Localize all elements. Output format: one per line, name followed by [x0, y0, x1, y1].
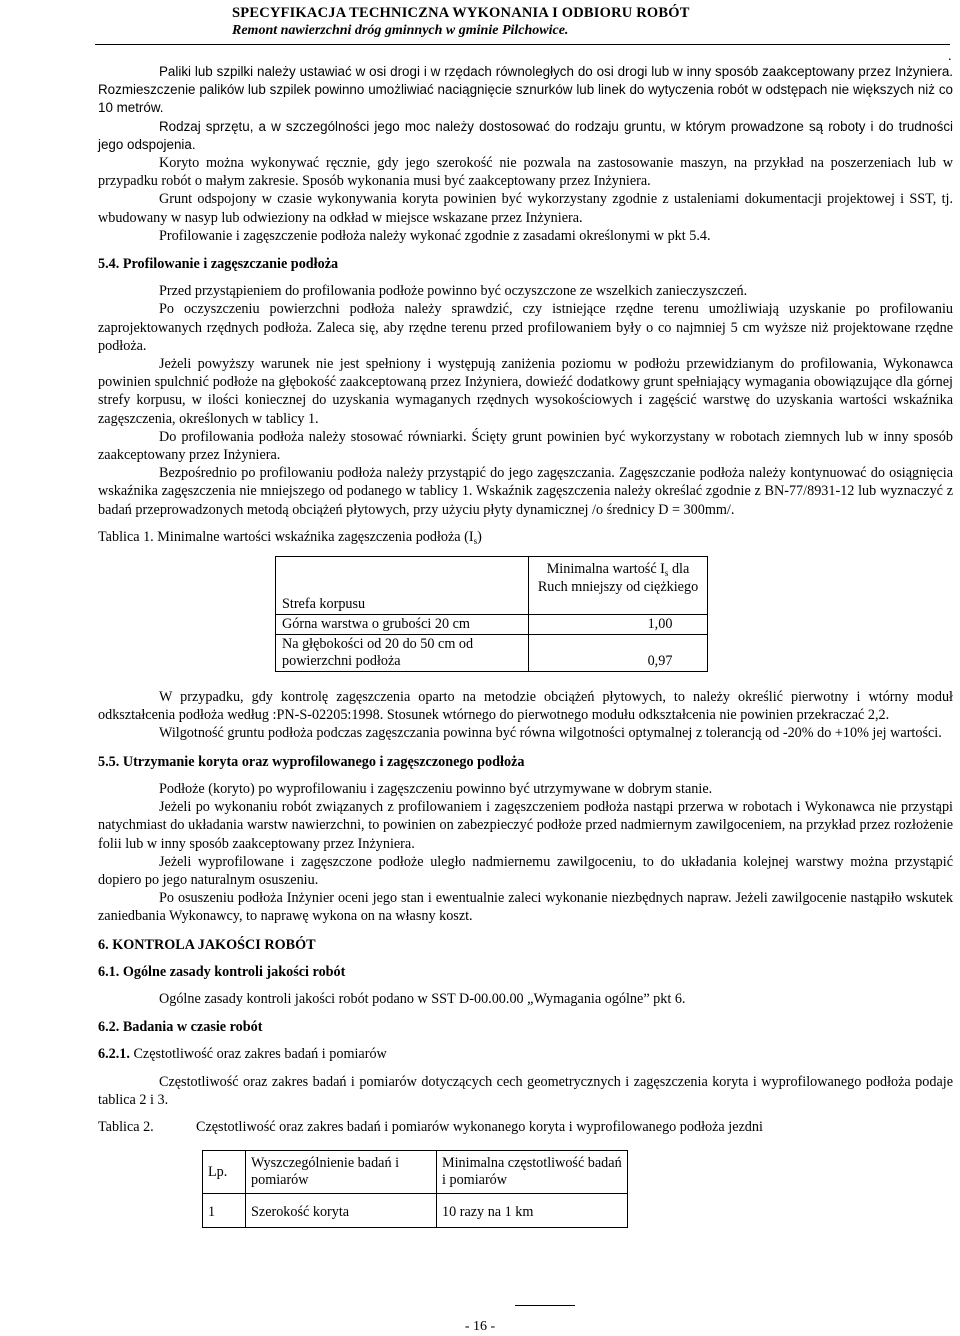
paragraph: Koryto można wykonywać ręcznie, gdy jego szerokość nie pozwala na zastosowanie maszyn, na przykład na poszerzeniach lub w przypadku robót o małym zakresie. Sposób wykonania musi być zaakceptowany przez Inżyniera.: [98, 155, 953, 190]
section-heading-6-2-1: 6.2.1. Częstotliwość oraz zakres badań i pomiarów: [98, 1046, 387, 1063]
table2-header-lp: Lp.: [203, 1151, 246, 1194]
table2-cell: 10 razy na 1 km: [437, 1194, 628, 1228]
table1-cell-strefa: Na głębokości od 20 do 50 cm od powierzchni podłoża: [276, 635, 529, 672]
table2-caption-label: Tablica 2.: [98, 1118, 154, 1135]
table2-cell: 1: [203, 1194, 246, 1228]
paragraph: Po oczyszczeniu powierzchni podłoża należy sprawdzić, czy istniejące rzędne terenu umożliwiają uzyskanie po profilowaniu zaprojektowanych rzędnych podłoża. Zaleca się, aby rzędne terenu przed profilowaniem były o co najmniej 5 cm wyższe niż projektowane rzędne podłoża.: [98, 301, 953, 354]
page-number: - 16 -: [464, 1319, 496, 1334]
paragraph: Podłoże (koryto) po wyprofilowaniu i zagęszczeniu powinno być utrzymywane w dobrym stanie.: [159, 780, 713, 797]
table1-caption: Tablica 1. Minimalne wartości wskaźnika zagęszczenia podłoża $(I_s)$: [98, 528, 482, 546]
table-row: [276, 635, 708, 672]
paragraph: Grunt odspojony w czasie wykonywania koryta powinien być wykorzystany zgodnie z ustaleniami dokumentacji projektowej i SST, tj. wbudowany w nasyp lub odwieziony na odkład w miejsce wskazane przez Inżyniera.: [98, 191, 953, 226]
paragraph: W przypadku, gdy kontrolę zagęszczenia oparto na metodzie obciążeń płytowych, to należy określić pierwotny i wtórny moduł odkształcenia podłoża według :PN-S-02205:1998. Stosunek wtórnego do pierwotnego modułu odkształcenia nie powinien przekraczać 2,2.: [98, 689, 953, 724]
table-row: [203, 1194, 628, 1228]
table1-header-min: Minimalna wartość $I_s$ dla Ruch mniejszy od ciężkiego: [529, 557, 708, 615]
paragraph: Profilowanie i zagęszczenie podłoża należy wykonać zgodnie z zasadami określonymi w pkt 5.4.: [159, 227, 711, 244]
footer-divider: [515, 1305, 575, 1306]
section-heading-5-4: 5.4. Profilowanie i zagęszczanie podłoża: [98, 256, 339, 273]
paragraph: Do profilowania podłoża należy stosować równiarki. Ścięty grunt powinien być wykorzystany w robotach ziemnych lub w inny sposób zaakceptowany przez Inżyniera.: [98, 428, 953, 464]
table2-header-item: Wyszczególnienie badań i pomiarów: [246, 1151, 437, 1194]
section-heading-6: 6. KONTROLA JAKOŚCI ROBÓT: [98, 936, 316, 953]
page-header: [232, 5, 832, 39]
paragraph: Ogólne zasady kontroli jakości robót podano w SST D-00.00.00 „Wymagania ogólne” pkt 6.: [159, 990, 686, 1007]
table1-cell-value: 1,00: [529, 615, 708, 635]
section-heading-6-2: 6.2. Badania w czasie robót: [98, 1019, 263, 1036]
table1-header-strefa: Strefa korpusu: [276, 557, 529, 615]
paragraph: Wilgotność gruntu podłoża podczas zagęszczania powinna być równa wilgotności optymalnej z tolerancją od -20% do +10% jej wartości.: [159, 725, 942, 742]
document-title: SPECYFIKACJA TECHNICZNA WYKONANIA I ODBIORU ROBÓT: [232, 5, 690, 21]
paragraph: Przed przystąpieniem do profilowania podłoże powinno być oczyszczone ze wszelkich zanieczyszczeń.: [159, 283, 748, 300]
table-1: [275, 556, 708, 672]
page-content: [98, 63, 953, 1228]
table2-header-freq: Minimalna częstotliwość badań i pomiarów: [437, 1151, 628, 1194]
paragraph: Jeżeli wyprofilowane i zagęszczone podłoże uległo nadmiernemu zawilgoceniu, to do układania kolejnej warstwy można przystąpić dopiero po jego naturalnym osuszeniu.: [98, 853, 953, 888]
paragraph: Paliki lub szpilki należy ustawiać w osi drogi i w rzędach równoległych do osi drogi lub w inny sposób zaakceptowany przez Inżyniera. Rozmieszczenie palików lub szpilek powinno umożliwiać naciągnięcie sznurków lub linek do wytyczenia robót w odstępach nie większych niż co 10 metrów.: [98, 64, 953, 116]
paragraph: Po osuszeniu podłoża Inżynier oceni jego stan i ewentualnie zaleci wykonanie niezbędnych napraw. Jeżeli zawilgocenie nastąpiło wskutek zaniedbania Wykonawcy, to naprawę wykona on na własny koszt.: [98, 890, 953, 925]
paragraph: Częstotliwość oraz zakres badań i pomiarów dotyczących cech geometrycznych i zagęszczenia koryta i wyprofilowanego podłoża podaje tablica 2 i 3.: [98, 1073, 953, 1108]
table1-cell-strefa: Górna warstwa o grubości 20 cm: [276, 615, 529, 635]
table2-cell: Szerokość koryta: [246, 1194, 437, 1228]
table-row: [276, 615, 708, 635]
table-2: [202, 1150, 628, 1228]
paragraph: Jeżeli powyższy warunek nie jest spełniony i występują zaniżenia poziomu w podłożu przewidzianym do profilowania, Wykonawca powinien spulchnić podłoże na głębokość zaakceptowaną przez Inżyniera, dowieźć dodatkowy grunt spełniający wymagania obowiązujące dla górnej strefy korpusu, w ilości koniecznej do uzyskania wymaganych rzędnych wysokościowych i zagęścić warstwę do uzyskania wartości wskaźnika zagęszczenia, określonych w tablicy 1.: [98, 356, 953, 427]
paragraph: Jeżeli po wykonaniu robót związanych z profilowaniem i zagęszczeniem podłoża nastąpi przerwa w robotach i Wykonawca nie przystąpi natychmiast do układania warstw nawierzchni, to powinien on zabezpieczyć podłoże przed nadmiernym zawilgoceniem, na przykład przez rozłożenie folii lub w inny sposób zaakceptowany przez Inżyniera.: [98, 799, 953, 852]
document-subtitle: Remont nawierzchni dróg gminnych w gminie Pilchowice.: [232, 23, 569, 38]
section-heading-6-1: 6.1. Ogólne zasady kontroli jakości robót: [98, 963, 346, 980]
table2-caption: [98, 1118, 953, 1136]
section-heading-5-5: 5.5. Utrzymanie koryta oraz wyprofilowanego i zagęszczonego podłoża: [98, 753, 525, 770]
paragraph: Rodzaj sprzętu, a w szczególności jego moc należy dostosować do rodzaju gruntu, w którym prowadzone są roboty i do trudności jego odspojenia.: [98, 118, 953, 152]
table2-caption-text: Częstotliwość oraz zakres badań i pomiarów wykonanego koryta i wyprofilowanego podłoża jezdni: [196, 1118, 763, 1135]
header-divider: [95, 44, 950, 45]
corner-mark: .: [948, 49, 952, 64]
table1-cell-value: 0,97: [529, 635, 708, 672]
paragraph: Bezpośrednio po profilowaniu podłoża należy przystąpić do jego zagęszczania. Zagęszczanie podłoża należy kontynuować do osiągnięcia wskaźnika zagęszczenia nie mniejszego od podanego w tablicy 1. Wskaźnik zagęszczenia należy określać zgodnie z BN-77/8931-12 lub wyznaczyć z badań przeprowadzonych metodą obciążeń płytowych, przy użyciu płyty dynamicznej /o średnicy D = 300mm/.: [98, 465, 953, 518]
